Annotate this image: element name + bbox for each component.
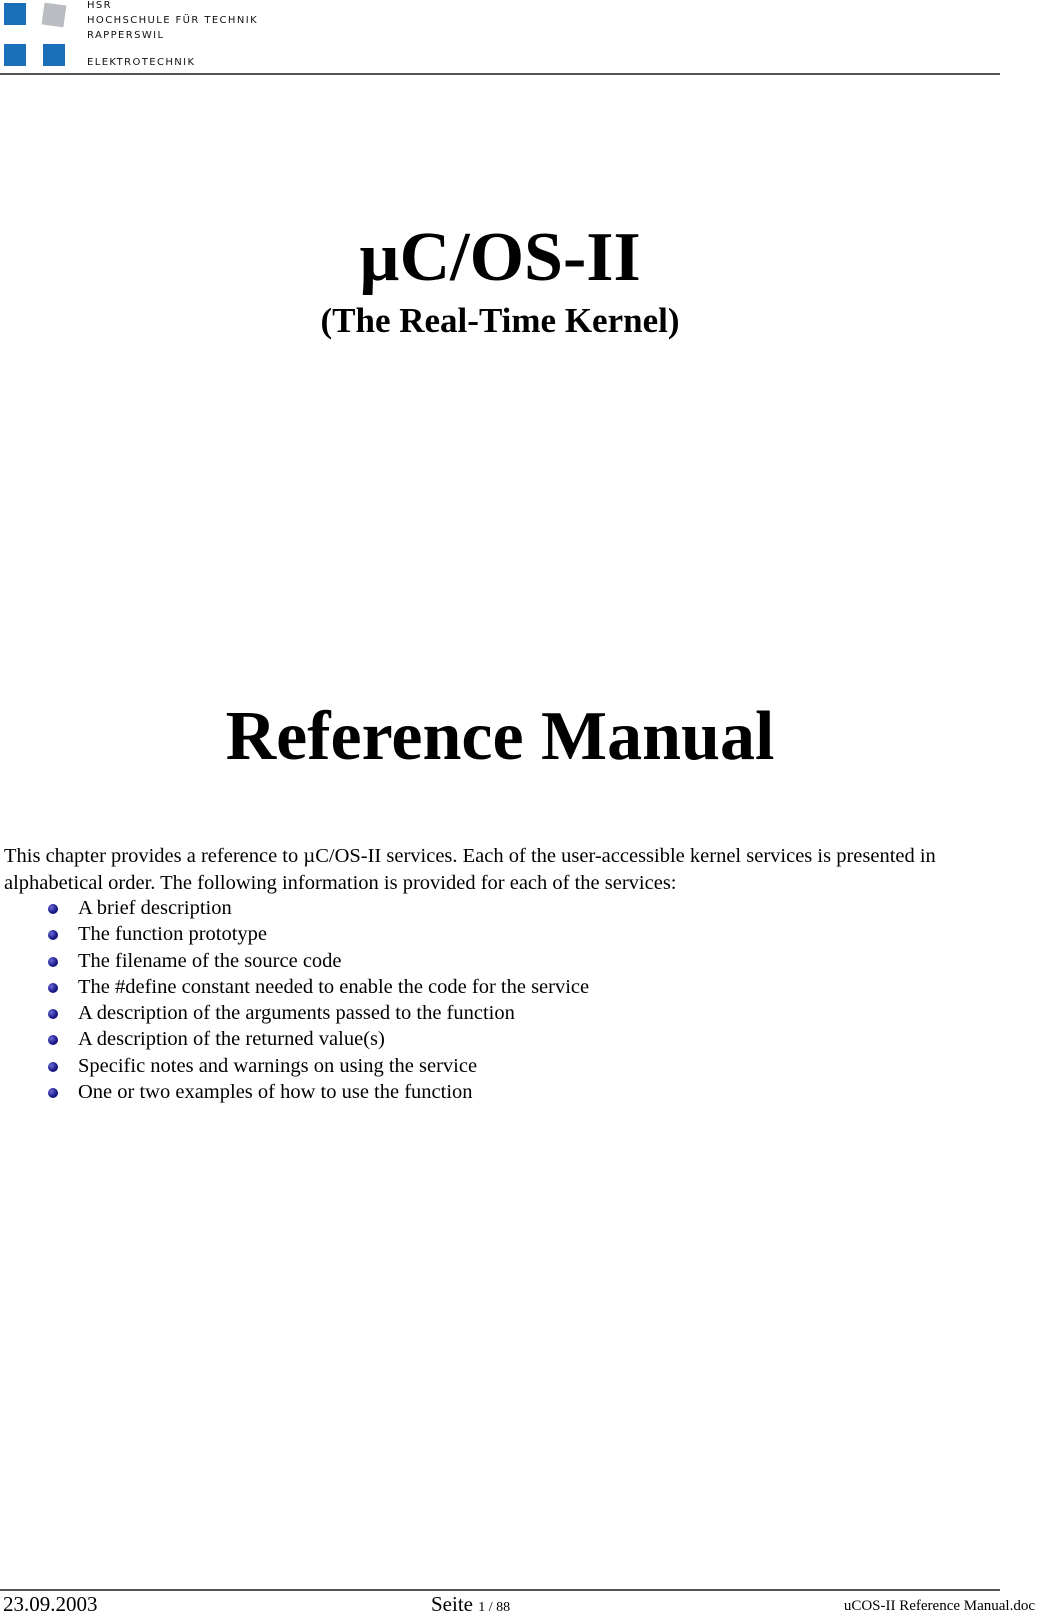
list-item [0, 1053, 589, 1079]
bullet-icon [48, 957, 58, 967]
list-item [0, 1000, 589, 1026]
logo-square-blue-top [4, 3, 26, 25]
bullet-icon [48, 1035, 58, 1045]
list-item-text: One or two examples of how to use the function [78, 1081, 473, 1104]
institution-line-name: HOCHSCHULE FÜR TECHNIK [87, 15, 259, 26]
list-item-text: The filename of the source code [78, 949, 342, 972]
product-title: µC/OS-II [359, 219, 641, 296]
bullet-icon [48, 1009, 58, 1019]
footer-filename: uCOS-II Reference Manual.doc [843, 1598, 1035, 1614]
list-item [0, 974, 589, 1000]
list-item [0, 921, 589, 947]
page-header [0, 0, 1000, 75]
department-label: ELEKTROTECHNIK [87, 57, 196, 68]
product-subtitle: (The Real-Time Kernel) [320, 301, 680, 340]
list-item-text: A description of the returned value(s) [78, 1028, 385, 1051]
logo-square-blue-bottom-left [4, 44, 26, 66]
bullet-icon [48, 930, 58, 940]
list-item-text: A brief description [78, 897, 232, 919]
footer-date: 23.09.2003 [3, 1592, 98, 1616]
list-item-text: The #define constant needed to enable the code for the service [78, 975, 590, 998]
institution-line-city: RAPPERSWIL [87, 30, 165, 41]
page-word: Seite [431, 1592, 473, 1616]
list-item-text: The function prototype [78, 923, 268, 946]
logo-square-blue-bottom-right [43, 44, 65, 66]
list-item [0, 1079, 589, 1105]
list-item [0, 948, 589, 974]
institution-line-hsr: HSR [87, 0, 113, 11]
service-info-list [0, 895, 589, 1105]
page-number: 1 / 88 [478, 1600, 511, 1615]
list-item-text: A description of the arguments passed to the function [78, 1002, 515, 1025]
document-title: Reference Manual [225, 698, 775, 775]
footer-divider [0, 1589, 1000, 1591]
intro-paragraph: This chapter provides a reference to µC/OS-II services. Each of the user-accessible kernel services is presented in alphabetical order. The following information is provided for each of the services: [4, 845, 936, 894]
footer-page-indicator [431, 1592, 510, 1620]
bullet-icon [48, 1088, 58, 1098]
list-item [0, 1026, 589, 1052]
logo-square-gray [42, 3, 67, 28]
bullet-icon [48, 904, 58, 914]
list-item [0, 895, 589, 921]
list-item-text: Specific notes and warnings on using the service [78, 1054, 478, 1077]
bullet-icon [48, 1062, 58, 1072]
bullet-icon [48, 983, 58, 993]
